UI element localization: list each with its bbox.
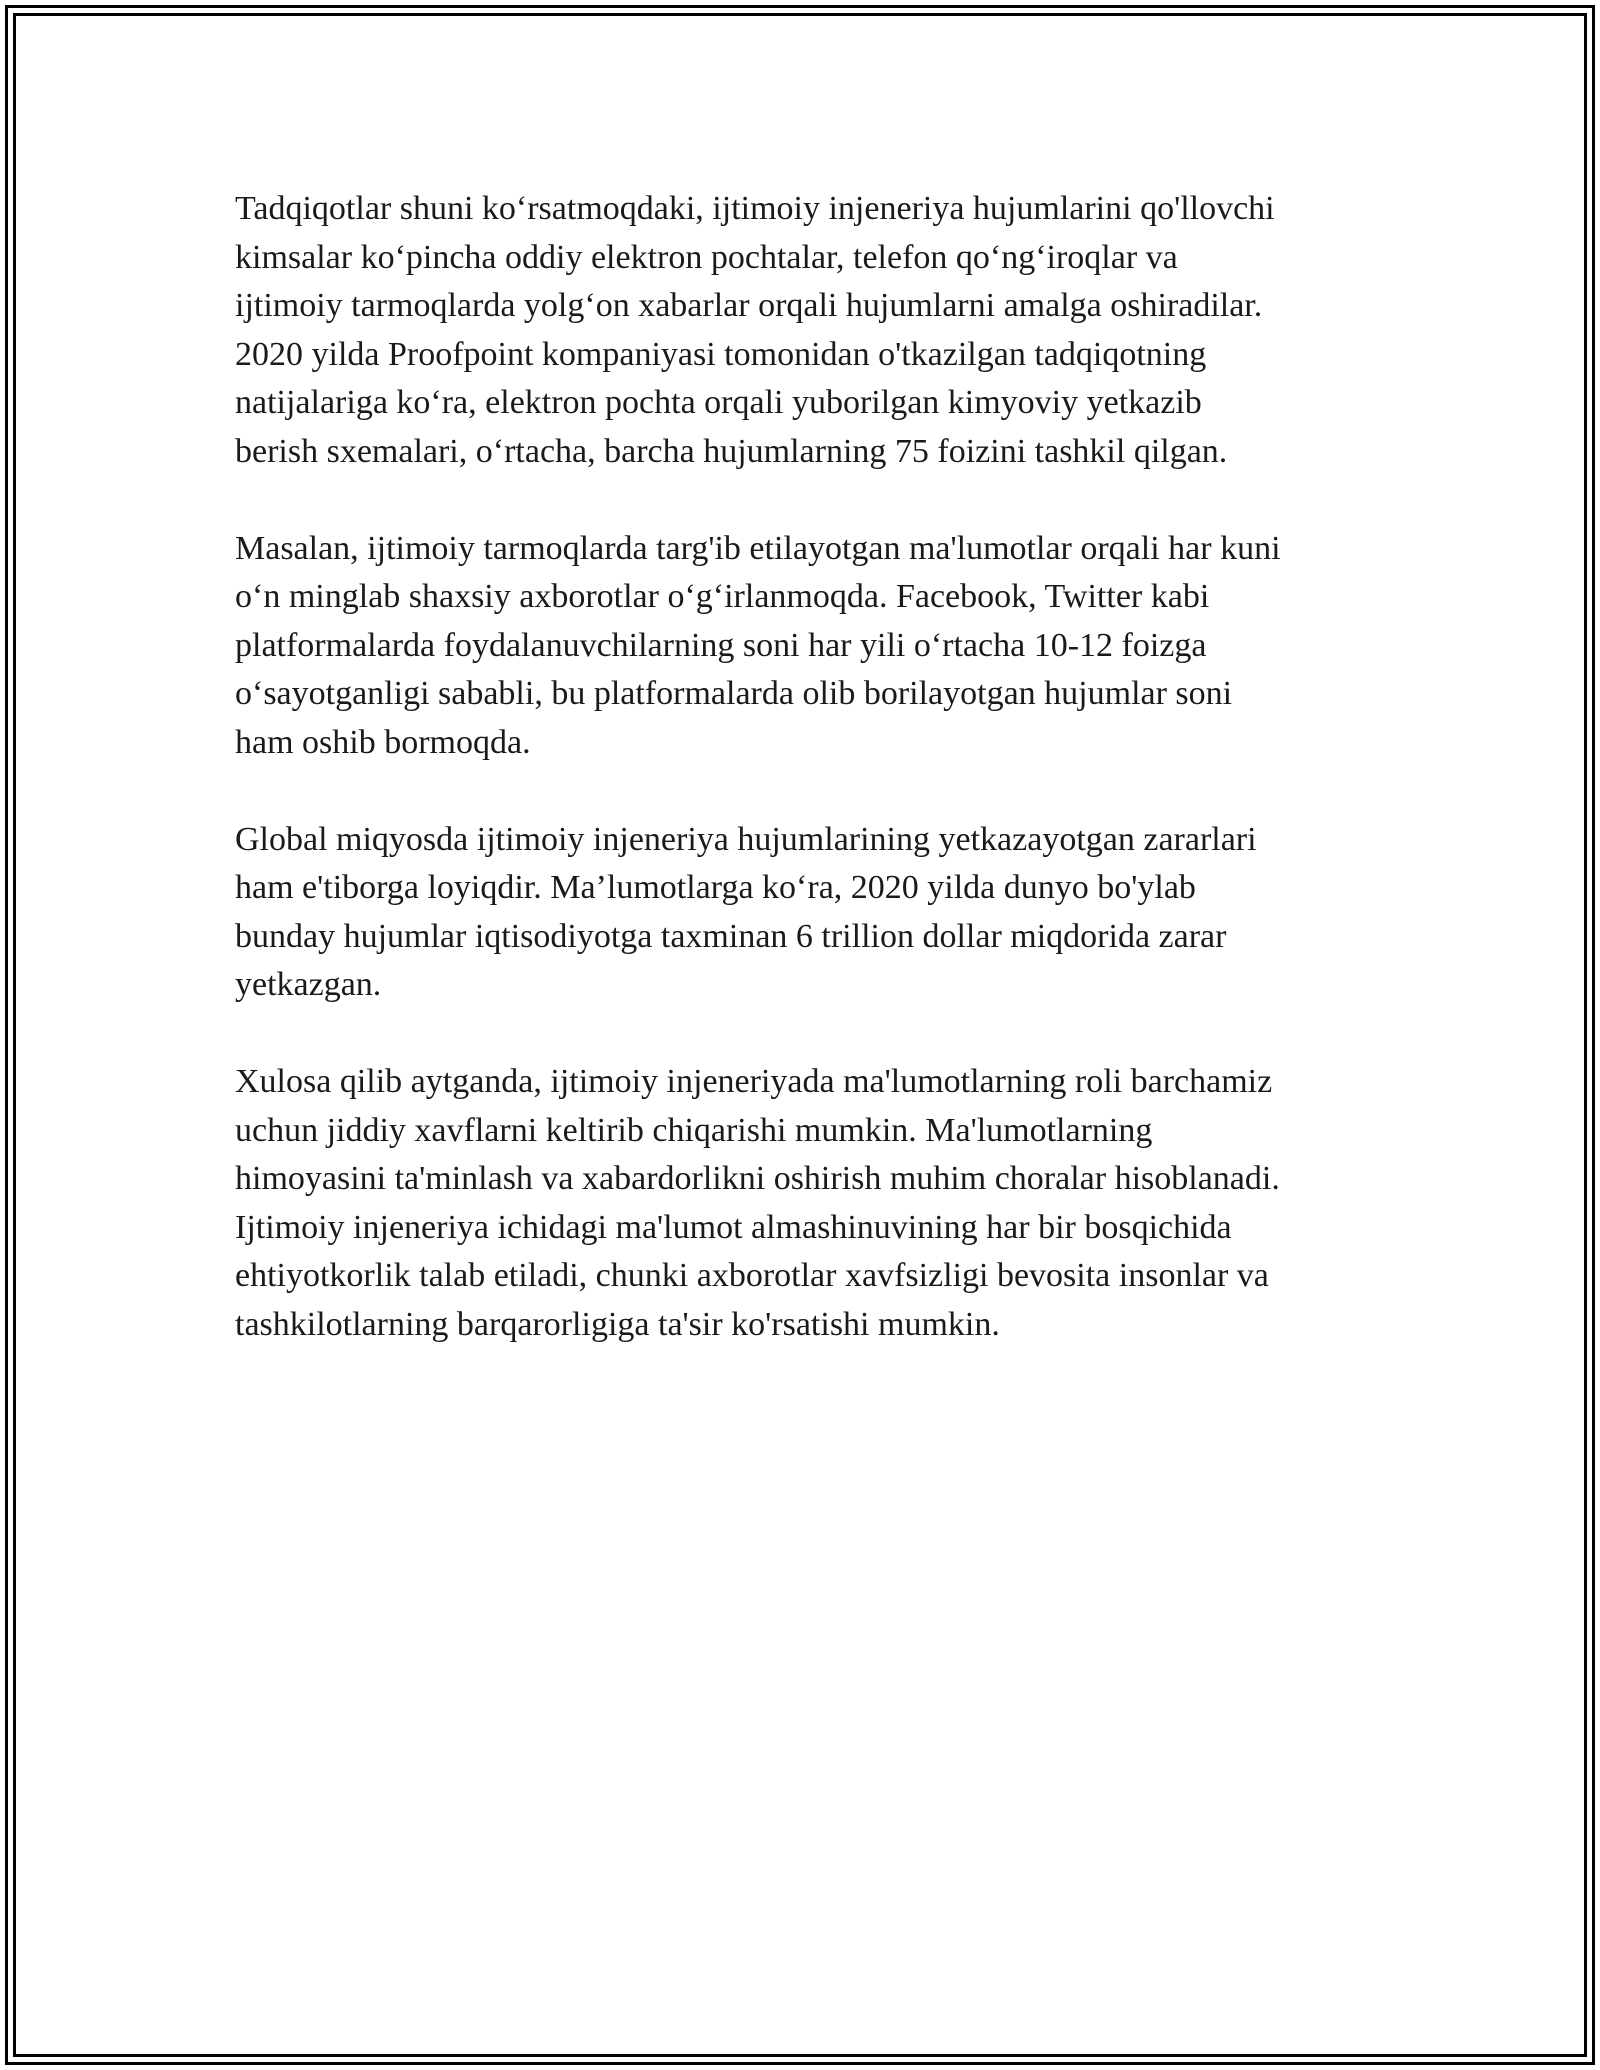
document-body xyxy=(235,185,1375,1398)
paragraph-1: Tadqiqotlar shuni koʻrsatmoqdaki, ijtimoiy injeneriya hujumlarini qo'llovchi kimsalar koʻpincha oddiy elektron pochtalar, telefon qoʻngʻiroqlar va ijtimoiy tarmoqlarda yolgʻon xabarlar orqali hujumlarni amalga oshiradilar. 2020 yilda Proofpoint kompaniyasi tomonidan o'tkazilgan tadqiqotning natijalariga koʻra, elektron pochta orqali yuborilgan kimyoviy yetkazib berish sxemalari, oʻrtacha, barcha hujumlarning 75 foizini tashkil qilgan. xyxy=(235,190,1275,470)
paragraph-2: Masalan, ijtimoiy tarmoqlarda targ'ib etilayotgan ma'lumotlar orqali har kuni oʻn minglab shaxsiy axborotlar oʻgʻirlanmoqda. Facebook, Twitter kabi platformalarda foydalanuvchilarning soni har yili oʻrtacha 10-12 foizga oʻsayotganligi sababli, bu platformalarda olib borilayotgan hujumlar soni ham oshib bormoqda. xyxy=(235,529,1281,761)
paragraph-3: Global miqyosda ijtimoiy injeneriya hujumlarining yetkazayotgan zararlari ham e'tiborga loyiqdir. Ma’lumotlarga koʻra, 2020 yilda dunyo bo'ylab bunday hujumlar iqtisodiyotga taxminan 6 trillion dollar miqdorida zarar yetkazgan. xyxy=(235,820,1257,1003)
paragraph-4: Xulosa qilib aytganda, ijtimoiy injeneriyada ma'lumotlarning roli barchamiz uchun jiddiy xavflarni keltirib chiqarishi mumkin. Ma'lumotlarning himoyasini ta'minlash va xabardorlikni oshirish muhim choralar hisoblanadi. Ijtimoiy injeneriya ichidagi ma'lumot almashinuvining har bir bosqichida ehtiyotkorlik talab etiladi, chunki axborotlar xavfsizligi bevosita insonlar va tashkilotlarning barqarorligiga ta'sir ko'rsatishi mumkin. xyxy=(235,1063,1280,1343)
